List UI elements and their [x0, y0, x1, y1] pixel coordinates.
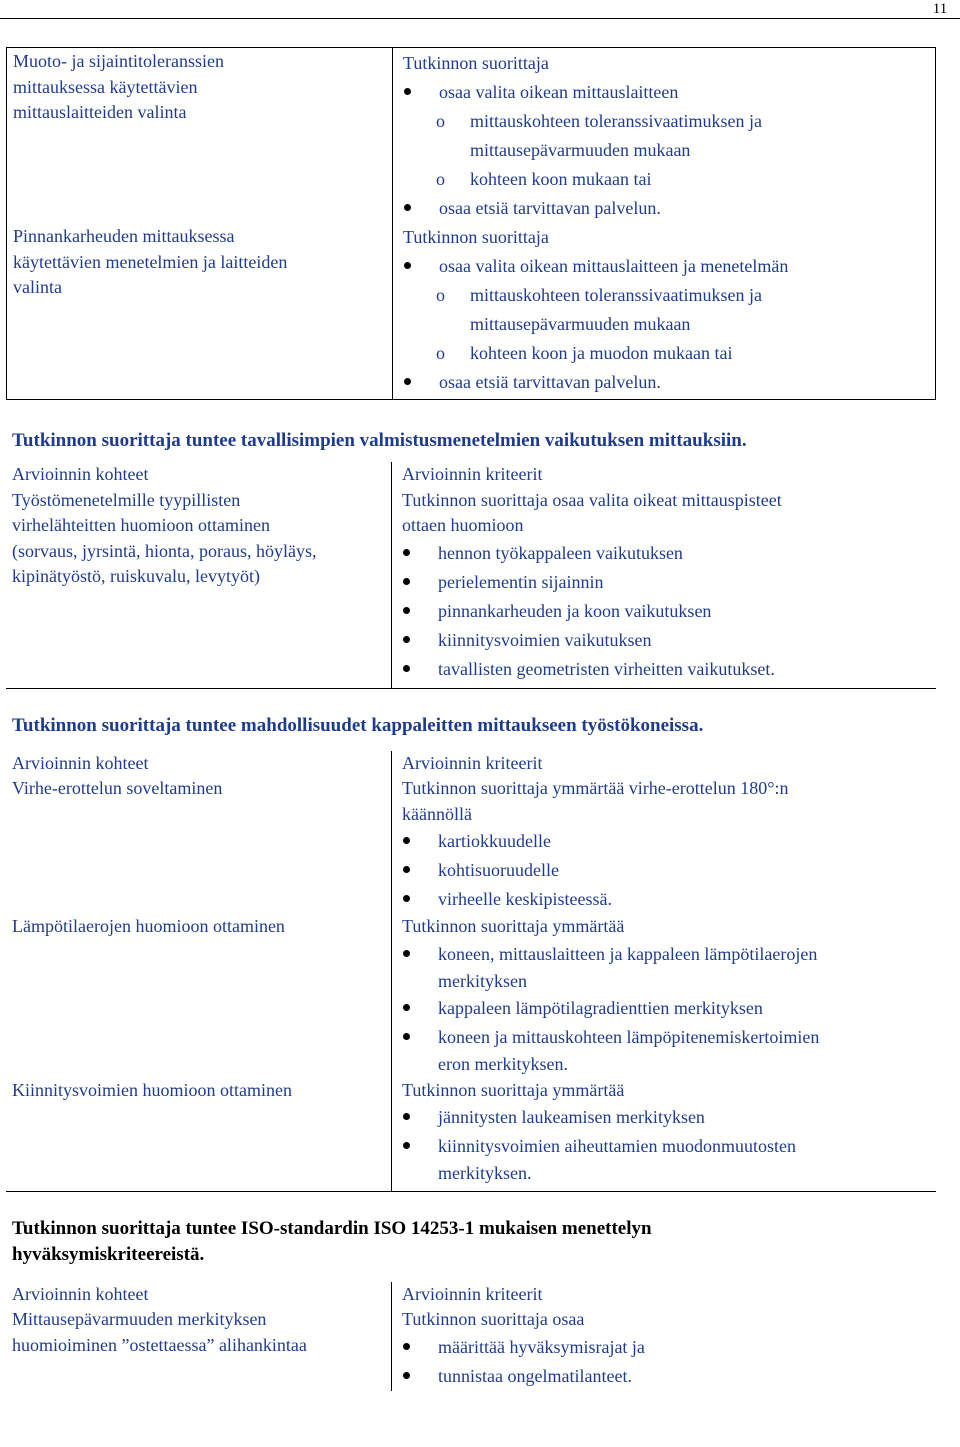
table-row — [6, 1282, 936, 1391]
criteria-bullet: määrittää hyväksymisrajat ja — [402, 1333, 936, 1362]
criteria-bullet: pinnankarheuden ja koon vaikutuksen — [402, 597, 936, 626]
criteria-intro: Tutkinnon suorittaja osaa — [402, 1309, 585, 1329]
table-row — [6, 1078, 936, 1191]
criteria-bullet: jännitysten laukeamisen merkityksen — [402, 1103, 936, 1132]
criteria-sub-item-continued: mittausepävarmuuden mukaan — [470, 314, 691, 334]
assessment-target-line: Työstömenetelmille tyypillisten — [12, 489, 241, 510]
criteria-bullet: kartiokkuudelle — [402, 827, 936, 856]
assessment-target-line: kipinätyöstö, ruiskuvalu, levytyöt) — [12, 566, 260, 586]
criteria-bullet: osaa valita oikean mittauslaitteen ja menetelmän — [403, 252, 935, 281]
assessment-target-line: Mittausepävarmuuden merkityksen — [12, 1309, 267, 1329]
criteria-sub-item: o kohteen koon mukaan tai — [403, 165, 935, 194]
assessment-target-line: virhelähteitten huomioon ottaminen — [12, 515, 270, 535]
criteria-bullet: tavallisten geometristen virheitten vaikutukset. — [402, 655, 936, 684]
column-header: Arvioinnin kohteet — [12, 752, 149, 773]
row-label-line: valinta — [13, 277, 62, 297]
assessment-target: Lämpötilaerojen huomioon ottaminen — [12, 916, 285, 936]
criteria-bullet: hennon työkappaleen vaikutuksen — [402, 539, 936, 568]
criteria-intro: käännöllä — [402, 803, 472, 824]
criteria-bullet: kiinnitysvoimien vaikutuksen — [402, 626, 936, 655]
section-title: Tutkinnon suorittaja tuntee tavallisimpien valmistusmenetelmien vaikutuksen mittauksiin. — [12, 430, 747, 451]
criteria-sub-item: o kohteen koon ja muodon mukaan tai — [403, 339, 935, 368]
sub-item-marker: o — [436, 111, 445, 131]
criteria-sub-item: o mittauskohteen toleranssivaatimuksen ja — [403, 281, 935, 310]
criteria-bullet: osaa valita oikean mittauslaitteen — [403, 78, 935, 107]
criteria-bullet: osaa etsiä tarvittavan palvelun. — [403, 194, 935, 223]
table-row — [6, 751, 936, 777]
header-rule — [0, 18, 960, 19]
criteria-intro: Tutkinnon suorittaja osaa valita oikeat mittauspisteet — [402, 489, 782, 510]
criteria-bullet: kappaleen lämpötilagradienttien merkityksen — [402, 994, 936, 1023]
row-label-line: mittauslaitteiden valinta — [13, 102, 187, 122]
document-page — [6, 47, 936, 1391]
column-header: Arvioinnin kriteerit — [402, 464, 543, 484]
criteria-bullet: kiinnitysvoimien aiheuttamien muodonmuutosten — [402, 1132, 936, 1161]
criteria-intro: Tutkinnon suorittaja ymmärtää — [402, 1079, 625, 1100]
sub-item-marker: o — [436, 285, 445, 305]
section-title: Tutkinnon suorittaja tuntee ISO-standardin ISO 14253-1 mukaisen menettelyn hyväksymiskriteereistä. — [12, 1217, 652, 1265]
criteria-sub-item-continued: mittausepävarmuuden mukaan — [470, 140, 691, 160]
criteria-bullet: virheelle keskipisteessä. — [402, 885, 936, 914]
page-number: 11 — [932, 1, 948, 17]
sub-item-marker: o — [436, 169, 445, 189]
table-row — [6, 914, 936, 1078]
assessment-target: Kiinnitysvoimien huomioon ottaminen — [12, 1079, 292, 1100]
row-label-line: Pinnankarheuden mittauksessa — [13, 226, 235, 246]
criteria-bullet: kohtisuoruudelle — [402, 856, 936, 885]
column-header: Arvioinnin kriteerit — [402, 752, 543, 773]
assessment-target-line: huomioiminen ”ostettaessa” alihankintaa — [12, 1334, 307, 1355]
criteria-intro: Tutkinnon suorittaja ymmärtää — [402, 916, 625, 936]
criteria-heading: Tutkinnon suorittaja — [403, 53, 549, 73]
criteria-heading: Tutkinnon suorittaja — [403, 227, 549, 247]
criteria-bullet-continued: merkityksen — [438, 970, 527, 991]
criteria-bullet-continued: merkityksen. — [438, 1163, 532, 1183]
table-row — [7, 48, 935, 223]
iso-acceptance-table — [6, 1282, 936, 1391]
criteria-bullet: perielementin sijainnin — [402, 568, 936, 597]
machine-tool-measurement-table — [6, 751, 936, 1192]
manufacturing-effects-table — [6, 462, 936, 689]
row-label-line: mittauksessa käytettävien — [13, 76, 198, 97]
row-label-line: Muoto- ja sijaintitoleranssien — [13, 51, 224, 71]
assessment-target-line: (sorvaus, jyrsintä, hionta, poraus, höyläys, — [12, 540, 317, 561]
column-header: Arvioinnin kriteerit — [402, 1283, 543, 1304]
criteria-intro: Tutkinnon suorittaja ymmärtää virhe-erottelun 180°:n — [402, 778, 789, 798]
table-row — [7, 223, 935, 399]
criteria-bullet: koneen, mittauslaitteen ja kappaleen lämpötilaerojen — [402, 940, 936, 969]
measurement-device-table — [6, 47, 936, 400]
row-label-line: käytettävien menetelmien ja laitteiden — [13, 251, 288, 272]
criteria-bullet: osaa etsiä tarvittavan palvelun. — [403, 368, 935, 397]
criteria-sub-item: o mittauskohteen toleranssivaatimuksen ja — [403, 107, 935, 136]
section-title: Tutkinnon suorittaja tuntee mahdollisuudet kappaleitten mittaukseen työstökoneissa. — [12, 714, 704, 736]
column-header: Arvioinnin kohteet — [12, 1283, 149, 1304]
sub-item-marker: o — [436, 343, 445, 363]
criteria-bullet-continued: eron merkityksen. — [438, 1054, 568, 1074]
criteria-bullet: koneen ja mittauskohteen lämpöpitenemiskertoimien — [402, 1023, 936, 1052]
assessment-target: Virhe-erottelun soveltaminen — [12, 778, 223, 798]
criteria-bullet: tunnistaa ongelmatilanteet. — [402, 1362, 936, 1391]
table-row — [6, 776, 936, 914]
criteria-intro: ottaen huomioon — [402, 515, 524, 535]
table-row — [6, 462, 936, 688]
column-header: Arvioinnin kohteet — [12, 464, 149, 484]
